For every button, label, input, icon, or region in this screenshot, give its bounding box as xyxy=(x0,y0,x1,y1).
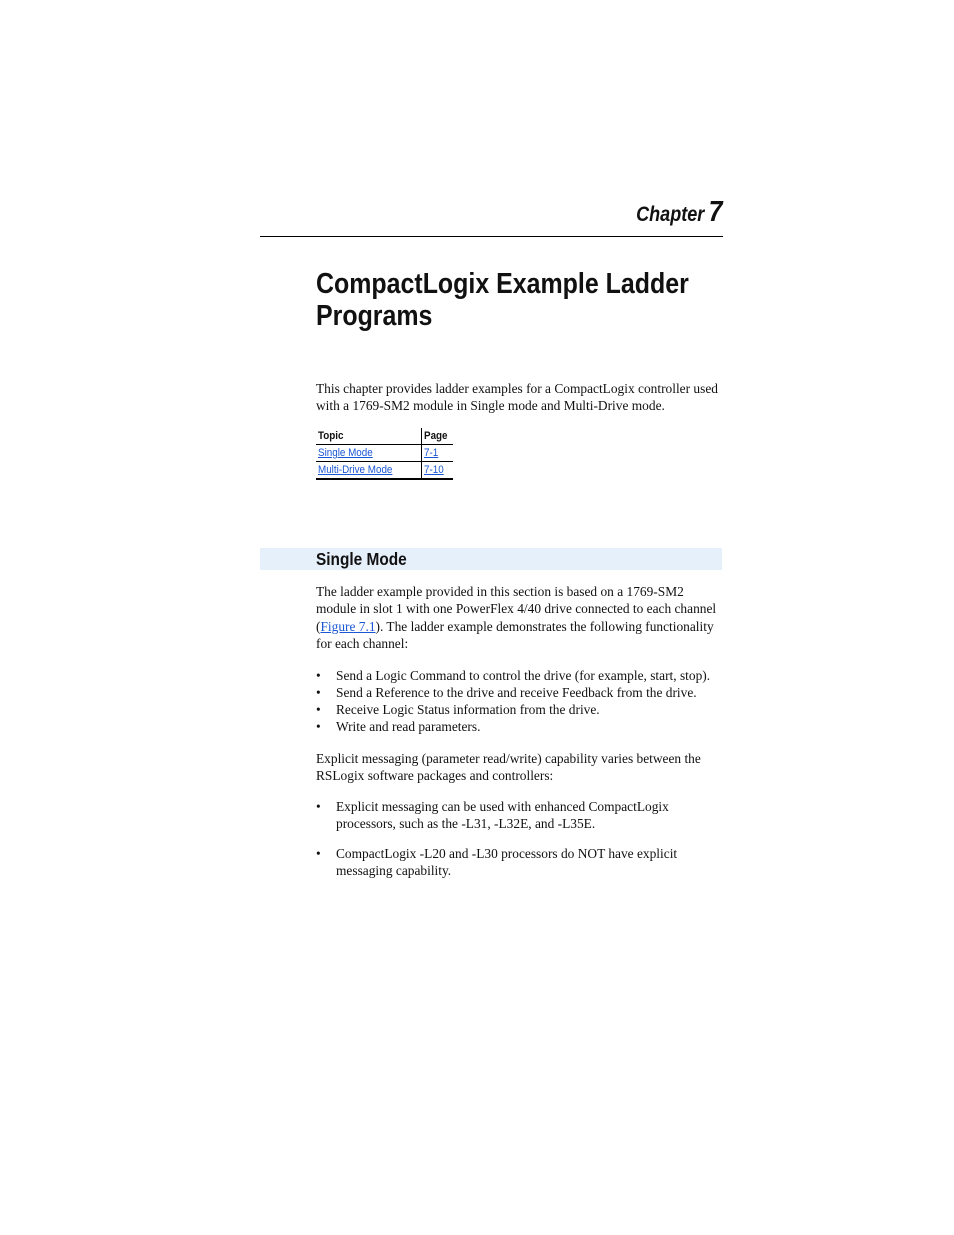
chapter-number: 7 xyxy=(708,196,722,228)
topic-link-multi-drive-mode[interactable]: Multi-Drive Mode xyxy=(316,462,422,480)
chapter-rule xyxy=(260,236,723,237)
list-item: • Send a Logic Command to control the drive (for example, start, stop). xyxy=(316,668,711,683)
page-title: CompactLogix Example Ladder Programs xyxy=(316,268,689,332)
list-item: • Send a Reference to the drive and receive Feedback from the drive. xyxy=(316,685,697,701)
figure-link[interactable]: Figure 7.1 xyxy=(320,618,376,634)
table-header-row xyxy=(316,428,453,445)
table-row xyxy=(316,462,453,480)
list-item: • Receive Logic Status information from the drive. xyxy=(316,702,600,718)
bullet-icon: • xyxy=(316,702,321,718)
bullet-icon: • xyxy=(316,668,321,683)
topic-table xyxy=(316,428,453,480)
table-row xyxy=(316,445,453,462)
topic-link-single-mode[interactable]: Single Mode xyxy=(316,445,422,462)
list-item: • CompactLogix -L20 and -L30 processors do NOT have explicit messaging capability. xyxy=(316,846,678,879)
intro-paragraph: This chapter provides ladder examples for a CompactLogix controller used with a 1769-SM2 module in Single mode and Multi-Drive mode. xyxy=(316,381,718,414)
functionality-list xyxy=(316,667,736,735)
chapter-word: Chapter xyxy=(635,203,704,226)
bullet-icon: • xyxy=(316,719,321,735)
section-paragraph-2: Explicit messaging (parameter read/write) capability varies between the RSLogix software packages and controllers: xyxy=(316,751,701,784)
section-heading: Single Mode xyxy=(316,549,407,569)
list-item: • Explicit messaging can be used with enhanced CompactLogix processors, such as the -L31, -L32E, and -L35E. xyxy=(316,799,669,832)
chapter-label xyxy=(636,196,722,229)
column-header-page: Page xyxy=(422,428,453,445)
page-link-single-mode[interactable]: 7-1 xyxy=(422,445,453,462)
column-header-topic: Topic xyxy=(316,428,422,445)
bullet-icon: • xyxy=(316,799,321,814)
section-paragraph-1: The ladder example provided in this section is based on a 1769-SM2 module in slot 1 with one PowerFlex 4/40 drive connected to each channel (Figure 7.1). The ladder example demonstrates the following functionality for each channel: xyxy=(316,584,717,651)
page-link-multi-drive-mode[interactable]: 7-10 xyxy=(422,462,453,480)
bullet-icon: • xyxy=(316,685,321,701)
bullet-icon: • xyxy=(316,846,321,862)
list-item: • Write and read parameters. xyxy=(316,719,481,735)
messaging-list xyxy=(316,798,706,892)
